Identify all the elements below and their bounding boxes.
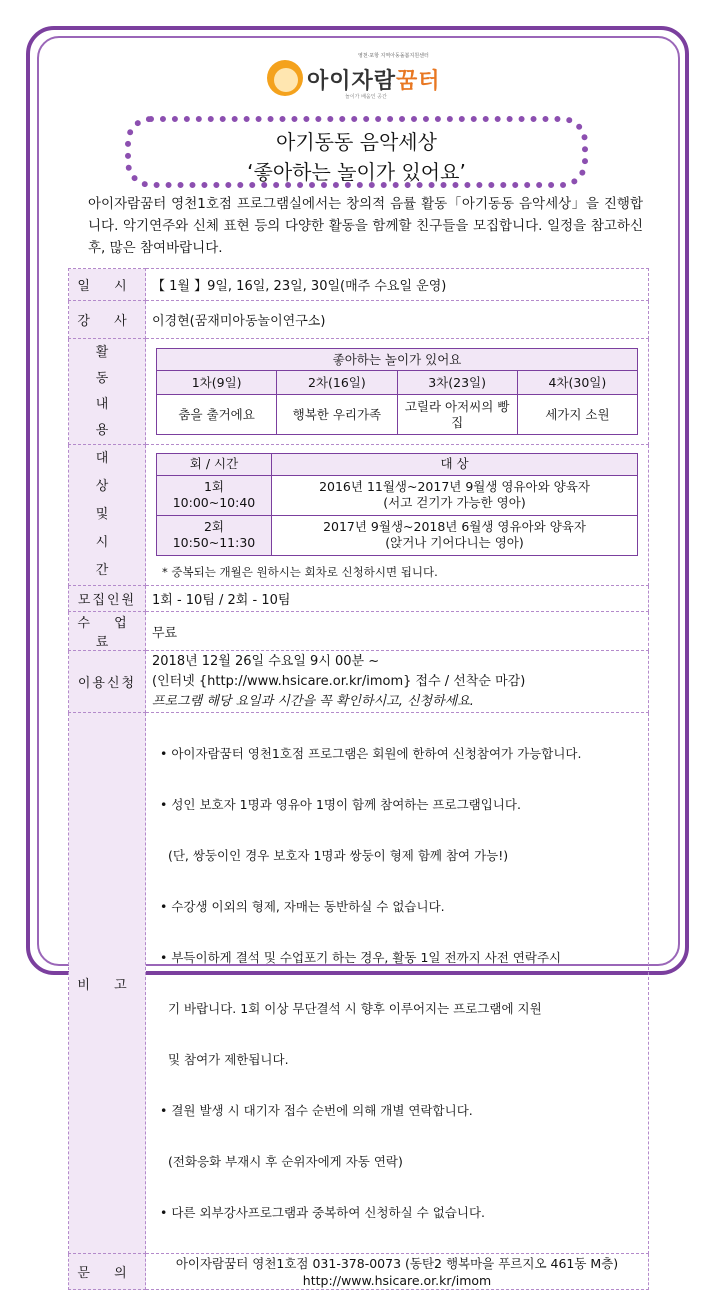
note-item: • 다른 외부강사프로그램과 중복하여 신청하실 수 없습니다.: [160, 1205, 485, 1220]
round-time: [157, 515, 272, 555]
row-date: [69, 269, 649, 301]
note-item: • 수강생 이외의 형제, 자매는 동반하실 수 없습니다.: [160, 899, 445, 914]
activity-cell: [146, 339, 649, 445]
apply-line2: (인터넷 {http://www.hsicare.or.kr/imom} 접수 / 선착순 마감): [152, 673, 526, 689]
row-capacity: [69, 586, 649, 612]
round-time: [157, 475, 272, 515]
target-footnote: * 중복되는 개월은 원하시는 회차로 신청하시면 됩니다.: [162, 564, 438, 579]
session-content: 고릴라 아저씨의 빵집: [397, 395, 517, 435]
title-line1: 아기동동 음악세상: [276, 130, 437, 154]
activity-header: 좋아하는 놀이가 있어요: [157, 349, 638, 371]
value-capacity: 1회 - 10팀 / 2회 - 10팀: [146, 586, 649, 612]
contact-url: http://www.hsicare.or.kr/imom: [302, 1272, 492, 1288]
row-fee: [69, 612, 649, 651]
note-item: • 아이자람꿈터 영천1호점 프로그램은 회원에 한하여 신청참여가 가능합니다.: [160, 746, 582, 761]
label-fee: 수 업 료: [69, 612, 146, 651]
child-face-icon: [274, 68, 298, 92]
logo-brand: [307, 64, 441, 95]
row-notes: [69, 713, 649, 1254]
target-note: (서고 걷기가 가능한 영아): [383, 495, 526, 510]
target-text: 2017년 9월생~2018년 6월생 영유아와 양육자: [323, 519, 586, 534]
title-box: [125, 116, 588, 188]
value-fee: 무료: [146, 612, 649, 651]
round-time-label: 10:00~10:40: [172, 495, 256, 510]
round-label: 1회: [203, 479, 225, 494]
session-content: 세가지 소원: [517, 395, 637, 435]
value-instructor: 이경현(꿈재미아동놀이연구소): [146, 301, 649, 339]
row-apply: [69, 651, 649, 713]
session-name: 4차(30일): [517, 371, 637, 395]
apply-cell: [146, 651, 649, 713]
label-activity: 활 동 내 용: [69, 339, 146, 445]
logo-small-text: 영천·포항 지역아동돌봄지원센터: [358, 53, 429, 59]
session-content: 행복한 우리가족: [277, 395, 397, 435]
round-label: 2회: [203, 519, 225, 534]
session-content: 춤을 출거에요: [157, 395, 277, 435]
row-activity: [69, 339, 649, 445]
round-target: [272, 475, 638, 515]
logo: [263, 48, 473, 104]
label-date: 일 시: [69, 269, 146, 301]
title-line2: ‘좋아하는 놀이가 있어요’: [247, 160, 466, 184]
contact-line1: 아이자람꿈터 영천1호점 031-378-0073 (동탄2 행복마을 푸르지오 461동 M층): [175, 1255, 619, 1271]
session-name: 1차(9일): [157, 371, 277, 395]
logo-brand-part2: 꿈터: [396, 69, 441, 94]
label-contact: 문 의: [69, 1254, 146, 1290]
notes-cell: [146, 713, 649, 1254]
row-contact: [69, 1254, 649, 1290]
target-table: [156, 453, 638, 556]
col-target: 대 상: [272, 453, 638, 475]
label-instructor: 강 사: [69, 301, 146, 339]
round-target: [272, 515, 638, 555]
round-time-label: 10:50~11:30: [172, 535, 256, 550]
label-target: 대 상 및 시 간: [69, 445, 146, 586]
session-name: 2차(16일): [277, 371, 397, 395]
note-item: 기 바랍니다. 1회 이상 무단결석 시 향후 이루어지는 프로그램에 지원: [160, 1001, 542, 1016]
col-time: 회 / 시간: [157, 453, 272, 475]
apply-line1: 2018년 12월 26일 수요일 9시 00분 ~: [152, 653, 380, 669]
note-item: • 성인 보호자 1명과 영유아 1명이 함께 참여하는 프로그램입니다.: [160, 797, 521, 812]
target-cell: [146, 445, 649, 586]
target-text: 2016년 11월생~2017년 9월생 영유아와 양육자: [319, 479, 590, 494]
note-item: (단, 쌍둥이인 경우 보호자 1명과 쌍둥이 형제 함께 참여 가능!): [160, 848, 509, 863]
value-date: 【 1월 】9일, 16일, 23일, 30일(매주 수요일 운영): [146, 269, 649, 301]
intro-paragraph: 아이자람꿈터 영천1호점 프로그램실에서는 창의적 음률 활동「아기동동 음악세상」을 진행합니다. 악기연주와 신체 표현 등의 다양한 활동을 함께할 친구들을 모집합니다. 일정을 참고하신 후, 많은 참여바랍니다.: [88, 196, 643, 256]
row-target: [69, 445, 649, 586]
note-item: (전화응화 부재시 후 순위자에게 자동 연락): [160, 1154, 403, 1169]
activity-table: [156, 348, 638, 435]
apply-line3: 프로그램 해당 요일과 시간을 꼭 확인하시고, 신청하세요.: [152, 693, 474, 709]
target-note: (앉거나 기어다니는 영아): [385, 535, 524, 550]
label-apply: 이용신청: [69, 651, 146, 713]
info-table: [68, 268, 649, 1290]
label-notes: 비 고: [69, 713, 146, 1254]
row-instructor: [69, 301, 649, 339]
contact-cell: [146, 1254, 649, 1290]
session-name: 3차(23일): [397, 371, 517, 395]
note-item: 및 참여가 제한됩니다.: [160, 1052, 289, 1067]
note-item: • 결원 발생 시 대기자 접수 순번에 의해 개별 연락합니다.: [160, 1103, 473, 1118]
note-item: • 부득이하게 결석 및 수업포기 하는 경우, 활동 1일 전까지 사전 연락주시: [160, 950, 562, 965]
label-capacity: 모집인원: [69, 586, 146, 612]
logo-brand-part1: 아이자람: [307, 69, 397, 94]
logo-sub-text: 놀이가 배움인 공간: [345, 94, 387, 100]
